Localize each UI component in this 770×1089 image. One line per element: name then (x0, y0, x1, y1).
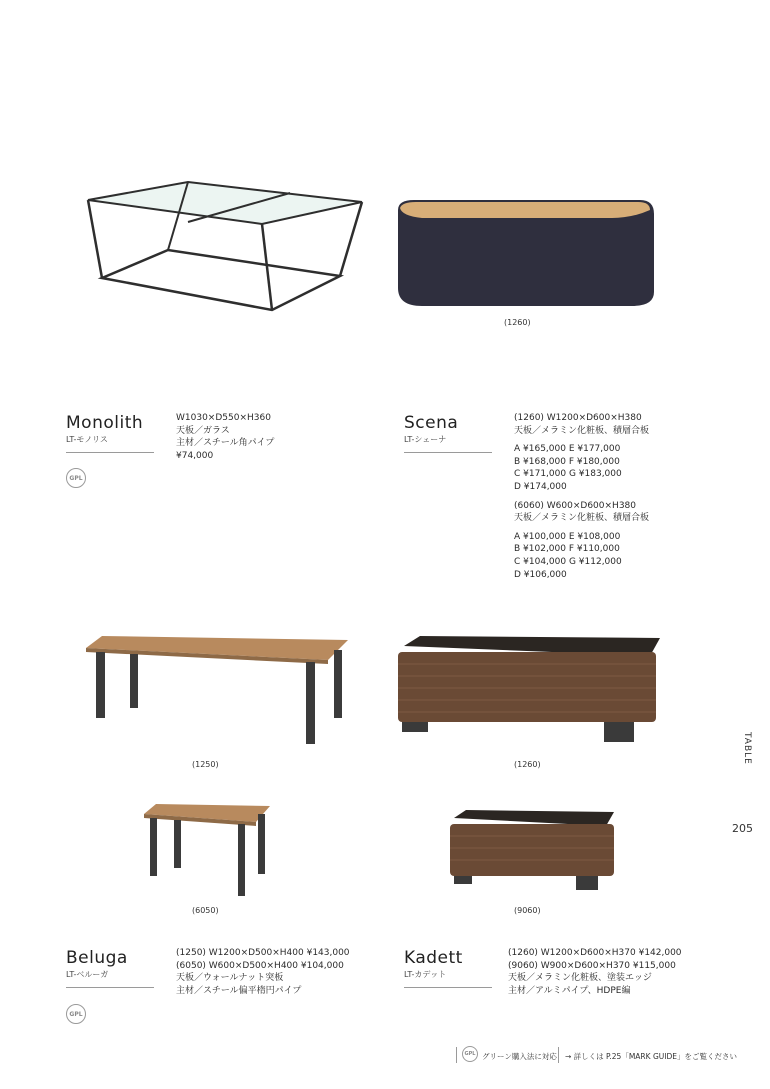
footer-divider-mid (558, 1047, 559, 1063)
beluga-spec-6050: (6050) W600×D500×H400 ¥104,000 (176, 960, 344, 971)
scena-name: Scena (404, 413, 459, 433)
scena-spec-6060-size: (6060) W600×D600×H380 (514, 500, 637, 511)
gpl-mark-icon: GPL (66, 468, 86, 488)
scena-price-row: D ¥174,000 (514, 481, 567, 492)
beluga-large-image (82, 632, 352, 748)
scena-specs (514, 412, 649, 581)
kadett-subname: LT-カデット (404, 970, 447, 979)
scena-price-row: C ¥104,000 G ¥112,000 (514, 556, 622, 567)
scena-price-row: D ¥106,000 (514, 569, 567, 580)
kadett-large-image (394, 634, 666, 746)
scena-spec-1260-size: (1260) W1200×D600×H380 (514, 413, 642, 423)
beluga-divider (66, 987, 154, 988)
kadett-specs (508, 947, 682, 997)
kadett-spec-frame: 主材／アルミパイプ、HDPE編 (508, 985, 631, 996)
section-label: TABLE (742, 732, 752, 765)
beluga-specs (176, 947, 350, 997)
kadett-caption-1260: (1260) (514, 760, 541, 769)
kadett-small-image (446, 808, 620, 892)
beluga-spec-1250: (1250) W1200×D500×H400 ¥143,000 (176, 948, 350, 958)
footer-divider-left (456, 1047, 457, 1063)
footer-guide-text: → 詳しくは P.25「MARK GUIDE」をご覧ください (565, 1052, 737, 1061)
monolith-spec-top: 天板／ガラス (176, 425, 230, 436)
kadett-name: Kadett (404, 948, 463, 968)
beluga-name: Beluga (66, 948, 128, 968)
scena-price-row: B ¥102,000 F ¥110,000 (514, 544, 620, 555)
kadett-spec-9060: (9060) W900×D600×H370 ¥115,000 (508, 960, 676, 971)
monolith-spec-price: ¥74,000 (176, 450, 214, 461)
scena-divider (404, 452, 492, 453)
monolith-image (80, 178, 370, 318)
scena-spec-6060-top: 天板／メラミン化粧板、積層合板 (514, 513, 650, 524)
scena-price-row: A ¥165,000 E ¥177,000 (514, 444, 621, 455)
monolith-specs (176, 412, 274, 462)
beluga-small-image (142, 802, 274, 898)
gpl-mark-icon: GPL (66, 1004, 86, 1024)
monolith-subname: LT-モノリス (66, 435, 108, 444)
scena-price-row: C ¥171,000 G ¥183,000 (514, 469, 622, 480)
scena-caption: (1260) (504, 318, 531, 327)
kadett-spec-top: 天板／メラミン化粧板、塗装エッジ (508, 973, 652, 984)
beluga-subname: LT-ベルーガ (66, 970, 109, 979)
gpl-mark-icon: GPL (462, 1046, 478, 1062)
scena-price-row: A ¥100,000 E ¥108,000 (514, 531, 621, 542)
beluga-spec-top: 天板／ウォールナット突板 (176, 973, 284, 984)
beluga-caption-1250: (1250) (192, 760, 219, 769)
scena-price-row: B ¥168,000 F ¥180,000 (514, 456, 620, 467)
page-number: 205 (732, 822, 753, 835)
footer-green-text: グリーン購入法に対応 (482, 1052, 557, 1061)
beluga-spec-frame: 主材／スチール偏平楕円パイプ (176, 985, 302, 996)
beluga-caption-6050: (6050) (192, 906, 219, 915)
monolith-spec-size: W1030×D550×H360 (176, 413, 271, 423)
monolith-name: Monolith (66, 413, 144, 433)
scena-subname: LT-シェーナ (404, 435, 447, 444)
monolith-spec-frame: 主材／スチール角パイプ (176, 438, 275, 449)
kadett-caption-9060: (9060) (514, 906, 541, 915)
scena-spec-1260-top: 天板／メラミン化粧板、積層合板 (514, 425, 650, 436)
kadett-spec-1260: (1260) W1200×D600×H370 ¥142,000 (508, 948, 682, 958)
monolith-divider (66, 452, 154, 453)
scena-image (392, 196, 662, 310)
kadett-divider (404, 987, 492, 988)
